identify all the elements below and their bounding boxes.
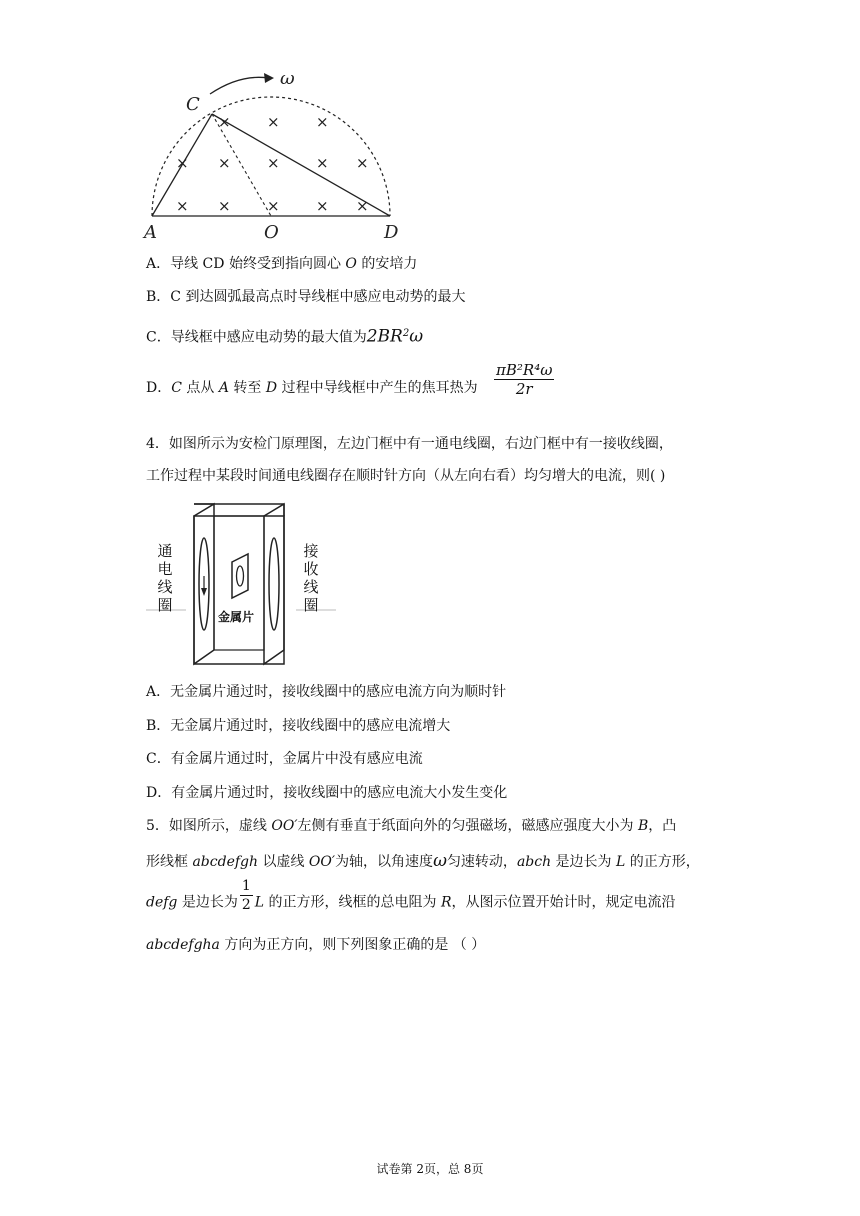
label-char: 通 (157, 542, 173, 560)
label-a: A (144, 222, 157, 243)
q5-stem-line3 (146, 878, 676, 914)
q5-fraction-half (240, 877, 253, 914)
cross-mark: × (316, 113, 329, 131)
metal-piece (232, 554, 248, 598)
q3-option-d-v1: C (171, 380, 182, 396)
q5-text: 是边长为 (177, 894, 238, 911)
q3-option-d-v2: A (218, 380, 229, 396)
label-char: 接 (303, 542, 319, 560)
q3-option-c-formula: 2BR (366, 326, 403, 347)
q3-option-d-p1: D． (146, 380, 172, 396)
q3-option-d-p4: 过程中导线框中产生的焦耳热为 (277, 380, 478, 396)
label-char: 电 (157, 560, 173, 578)
q5-var: abch (516, 854, 552, 870)
q5-text: 左侧有垂直于纸面向外的匀强磁场，磁感应强度大小为 (297, 818, 638, 834)
q5-var: abcdefgh (192, 854, 259, 870)
label-char: 收 (303, 560, 319, 578)
cross-mark: × (176, 197, 189, 215)
q3-option-d-fraction (494, 361, 554, 398)
q3-option-a (146, 254, 417, 274)
q5-var: L (616, 854, 626, 870)
q3-option-d-p2: 点从 (181, 380, 219, 396)
cross-mark: × (267, 113, 280, 131)
label-c: C (186, 94, 200, 115)
arrow-head (264, 73, 274, 83)
q3-option-c-sup: 2 (402, 328, 410, 339)
q5-var: OO′ (308, 854, 336, 870)
label-char: 圈 (157, 596, 173, 614)
q5-text: 是边长为 (551, 854, 617, 870)
label-char: 线 (303, 578, 319, 596)
metal-piece-label: 金属片 (218, 610, 255, 624)
q4-stem-line2: 工作过程中某段时间通电线圈存在顺时针方向（从左向右看）均匀增大的电流，则( ) (146, 468, 666, 484)
q5-stem-line2 (146, 851, 700, 872)
cross-mark: × (218, 197, 231, 215)
label-o: O (264, 222, 279, 243)
q3-option-a-var: O (345, 256, 357, 272)
fraction-denominator: 2 (241, 897, 251, 913)
cross-mark: × (356, 154, 369, 172)
q3-option-a-post: 的安培力 (356, 256, 418, 272)
q5-var: L (254, 894, 265, 911)
q3-option-c-omega: ω (409, 326, 424, 347)
q3-option-d (146, 378, 478, 398)
q5-text: 方向为正方向，则下列图象正确的是 （ ） (219, 937, 486, 953)
q4-stem-line1: 4．如图所示为安检门原理图，左边门框中有一通电线圈，右边门框中有一接收线圈， (146, 436, 673, 452)
q3-option-c-text: C．导线框中感应电动势的最大值为 (146, 329, 367, 346)
q3-option-d-v3: D (265, 380, 278, 396)
q5-text: 的正方形，线框的总电阻为 (264, 894, 441, 911)
receive-coil (269, 538, 279, 630)
q5-text: ，凸 (648, 818, 677, 834)
label-char: 圈 (303, 596, 319, 614)
receive-coil-label (302, 542, 320, 614)
label-omega: ω (280, 68, 295, 89)
q3-option-b: B．C 到达圆弧最高点时导线框中感应电动势的最大 (146, 289, 466, 305)
q5-text: 匀速转动， (446, 854, 517, 870)
q5-stem-line4 (146, 935, 485, 955)
q5-text: 的正方形， (625, 854, 700, 870)
q4-option-c: C．有金属片通过时，金属片中没有感应电流 (146, 751, 423, 767)
page-footer: 试卷第 2页，总 8页 (376, 1162, 484, 1176)
magnetic-field-crosses (176, 113, 369, 215)
q5-stem-line1 (146, 816, 676, 836)
cross-mark: × (356, 197, 369, 215)
cross-mark: × (218, 154, 231, 172)
transmit-coil-label (156, 542, 174, 614)
semicircle-figure (140, 66, 420, 246)
q5-text: 5．如图所示，虚线 (146, 818, 272, 834)
fraction-denominator: 2r (515, 380, 533, 398)
q3-option-a-pre: A．导线 CD 始终受到指向圆心 (146, 256, 346, 272)
q4-option-a: A．无金属片通过时，接收线圈中的感应电流方向为顺时针 (146, 684, 507, 700)
current-arrow (201, 588, 207, 596)
q3-option-d-p3: 转至 (228, 380, 266, 396)
q5-text: 以虚线 (258, 854, 309, 870)
q5-text: ，从图示位置开始计时，规定电流沿 (451, 894, 676, 911)
label-d: D (384, 222, 399, 243)
q4-option-d: D．有金属片通过时，接收线圈中的感应电流大小发生变化 (146, 785, 508, 801)
q5-var: OO′ (271, 818, 298, 834)
q5-text: 为轴，以角速度 (335, 854, 434, 870)
q5-var: ω (433, 851, 447, 871)
fraction-numerator: 1 (241, 878, 251, 894)
cross-mark: × (316, 154, 329, 172)
q5-var: abcdefgha (146, 937, 220, 953)
cross-mark: × (218, 113, 231, 131)
q5-text: 形线框 (146, 854, 193, 870)
q3-option-c (146, 324, 423, 348)
q5-var: defg (146, 894, 178, 911)
cross-mark: × (176, 154, 189, 172)
cross-mark: × (267, 154, 280, 172)
fraction-numerator: πB²R⁴ω (496, 361, 553, 379)
q5-var: B (637, 818, 649, 834)
label-char: 线 (157, 578, 173, 596)
q5-var: R (440, 894, 452, 911)
q4-option-b: B．无金属片通过时，接收线圈中的感应电流增大 (146, 718, 451, 734)
rotation-arrow (210, 77, 268, 94)
cross-mark: × (316, 197, 329, 215)
cross-mark: × (267, 197, 280, 215)
